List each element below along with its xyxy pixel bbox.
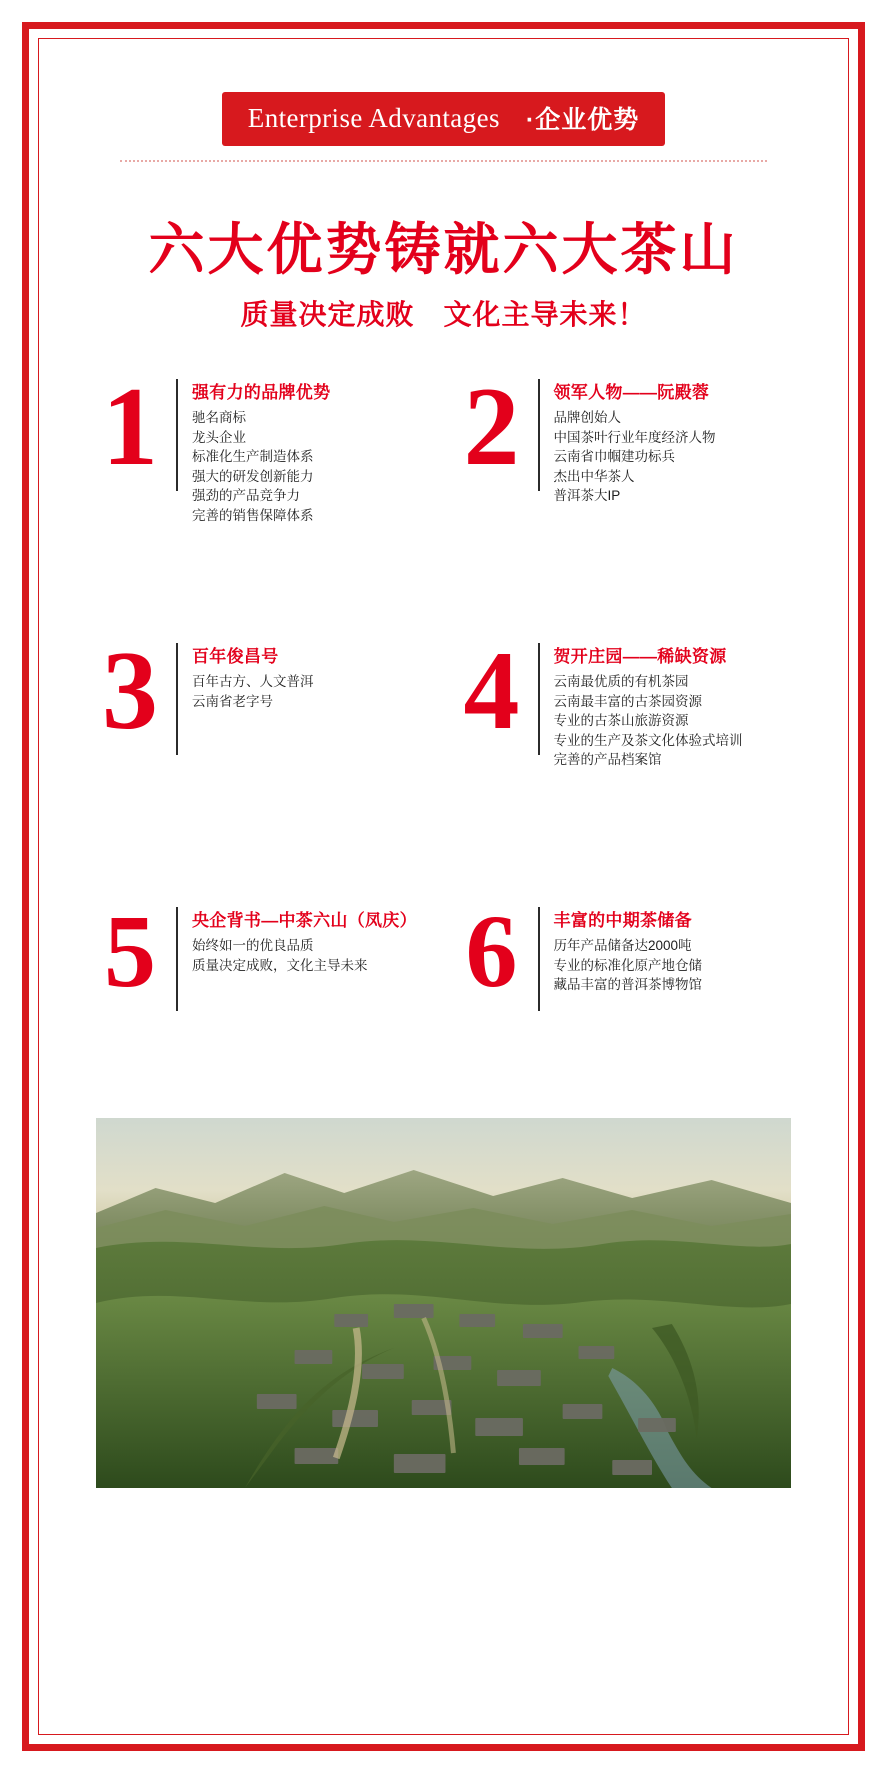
list-item: 强劲的产品竞争力: [192, 488, 300, 504]
advantage-title-2: 领军人物——阮殿蓉: [553, 383, 710, 402]
list-item: 藏品丰富的普洱茶博物馆: [553, 977, 702, 993]
advantage-item-1: [96, 365, 448, 640]
list-item: 中国茶叶行业年度经济人物: [553, 429, 716, 445]
advantage-list-1: [192, 408, 330, 525]
list-item: 云南省老字号: [192, 693, 273, 709]
list-item: 龙头企业: [192, 429, 246, 445]
tea-mountain-photo: [96, 1118, 791, 1488]
advantage-number-5: 5: [104, 894, 154, 1009]
list-item: 云南省巾帼建功标兵: [553, 449, 675, 465]
advantage-list-2: [554, 408, 716, 506]
list-item: 专业的古茶山旅游资源: [553, 713, 689, 729]
advantage-divider-2: [538, 379, 540, 491]
advantage-title-5: 央企背书—中茶六山（凤庆）: [192, 911, 417, 930]
page-title: 六大优势铸就六大茶山: [148, 218, 739, 281]
advantage-list-3: [192, 672, 314, 711]
advantage-list-6: [554, 936, 703, 995]
advantage-number-1: 1: [102, 365, 156, 489]
advantage-item-4: [458, 629, 810, 904]
list-item: 云南最丰富的古茶园资源: [553, 693, 702, 709]
advantage-number-6: 6: [465, 894, 516, 1009]
banner-box: [222, 92, 665, 146]
advantage-divider-1: [176, 379, 178, 491]
list-item: 杰出中华茶人: [553, 468, 635, 484]
list-item: 强大的研发创新能力: [192, 468, 314, 484]
advantage-list-4: [554, 672, 743, 770]
advantage-divider-3: [176, 643, 178, 755]
advantage-title-6: 丰富的中期茶储备: [553, 911, 692, 930]
list-item: 完善的销售保障体系: [192, 507, 314, 523]
banner-english-label: Enterprise Advantages: [247, 102, 500, 133]
list-item: 标准化生产制造体系: [192, 449, 314, 465]
advantage-title-4: 贺开庄园——稀缺资源: [553, 647, 727, 666]
list-item: 百年古方、人文普洱: [192, 674, 314, 689]
poster-content: [48, 48, 839, 1725]
advantage-number-3: 3: [102, 629, 156, 753]
dotted-divider: [120, 160, 767, 162]
list-item: 历年产品储备达2000吨: [553, 938, 692, 953]
banner-chinese-label: ·企业优势: [525, 106, 640, 134]
list-item: 完善的产品档案馆: [553, 752, 662, 768]
advantage-number-2: 2: [463, 365, 518, 489]
advantage-item-2: [458, 365, 810, 640]
list-item: 质量决定成败，文化主导未来: [192, 957, 368, 973]
advantages-grid: [96, 365, 809, 1166]
list-item: 专业的标准化原产地仓储: [553, 957, 702, 973]
advantage-divider-4: [538, 643, 540, 755]
section-banner: [48, 92, 839, 146]
advantage-list-5: [192, 936, 417, 975]
list-item: 始终如一的优良品质: [192, 938, 314, 953]
list-item: 驰名商标: [192, 410, 246, 425]
advantage-title-1: 强有力的品牌优势: [192, 383, 331, 402]
list-item: 品牌创始人: [553, 410, 621, 425]
list-item: 专业的生产及茶文化体验式培训: [553, 732, 743, 748]
advantage-number-4: 4: [463, 629, 518, 753]
page-subtitle: 质量决定成败 文化主导未来！: [240, 299, 647, 330]
list-item: 普洱茶大IP: [553, 488, 621, 504]
advantage-divider-6: [538, 907, 540, 1011]
list-item: 云南最优质的有机茶园: [553, 674, 689, 689]
photo-illustration: [96, 1118, 791, 1488]
advantage-title-3: 百年俊昌号: [192, 647, 279, 666]
advantage-item-3: [96, 629, 448, 904]
advantage-divider-5: [176, 907, 178, 1011]
